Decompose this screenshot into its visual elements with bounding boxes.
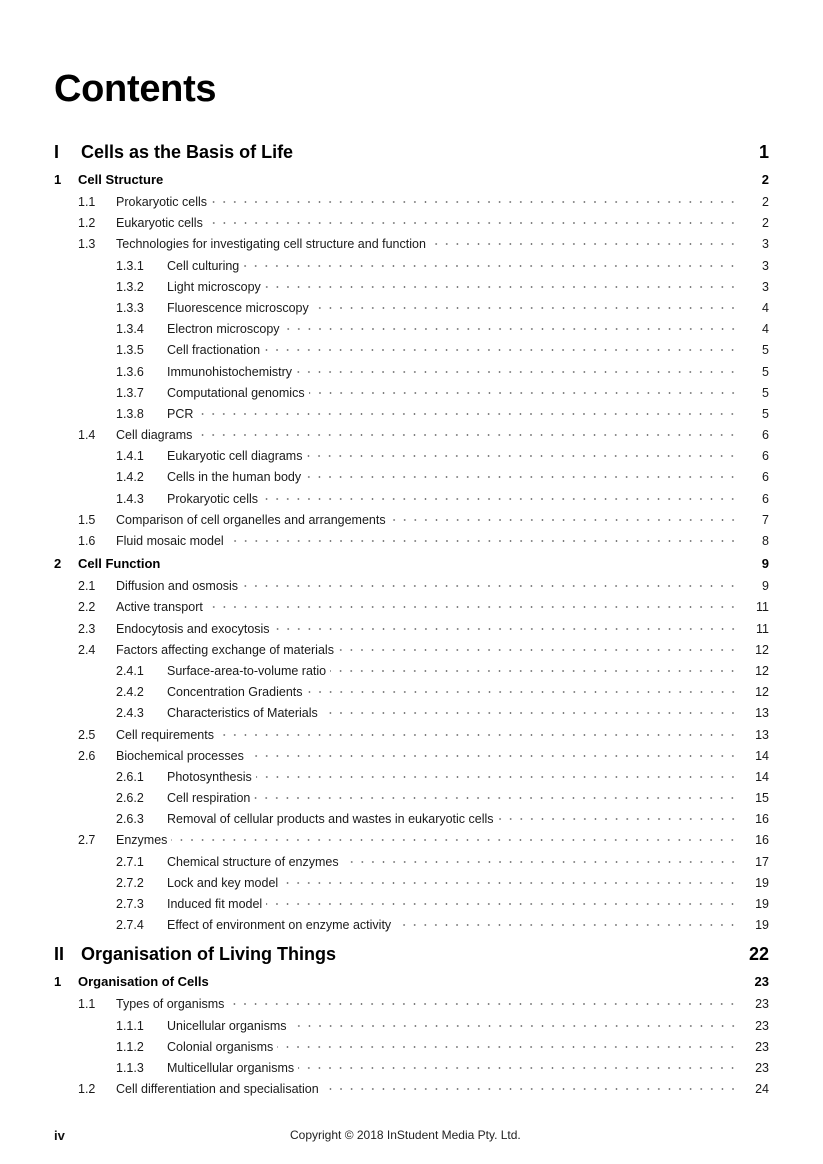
toc-title[interactable]: Eukaryotic cells [116,216,203,231]
toc-page-number: 15 [755,791,769,806]
toc-subsection[interactable] [54,319,769,340]
toc-subsection[interactable] [54,682,769,703]
toc-subsection[interactable] [54,446,769,467]
toc-number: 2.3 [78,621,96,636]
toc-number: 2.6.3 [116,812,144,827]
dot-leader [266,894,741,908]
toc-subsection[interactable] [54,362,769,383]
dot-leader [207,597,741,611]
toc-page-number: 19 [755,918,769,933]
toc-subsection[interactable] [54,809,769,830]
toc-subsection[interactable] [54,767,769,788]
toc-subsection[interactable] [54,703,769,724]
toc-title[interactable]: Effect of environment on enzyme activity [167,918,392,933]
toc-page-number: 17 [755,854,769,869]
toc-number: 1.1.1 [116,1018,144,1033]
toc-title[interactable]: Organisation of Living Things [81,944,336,965]
toc-page-number: 19 [755,897,769,911]
toc-title[interactable]: Fluorescence microscopy [167,300,309,315]
dot-leader [228,531,741,545]
toc-number: 1.3.5 [116,343,144,358]
toc-title[interactable]: Factors affecting exchange of materials [116,642,334,657]
toc-number: I [54,142,60,162]
toc-page-number: 5 [762,385,769,400]
toc-page-number: 12 [755,663,769,678]
toc-title[interactable]: Cell diagrams [116,428,193,443]
dot-leader [309,383,741,397]
toc-page-number: 2 [762,195,769,209]
toc-page-number: 13 [755,706,769,721]
toc-page-number: 4 [762,322,769,337]
dot-leader [390,510,741,524]
toc-title[interactable]: Cells in the human body [167,470,302,485]
dot-leader [256,767,741,781]
toc-subsection[interactable] [54,298,769,319]
toc-title[interactable]: Enzymes [116,833,168,848]
toc-subsection[interactable] [54,661,769,682]
toc-title[interactable]: Technologies for investigating cell structure and function [116,237,426,252]
toc-title[interactable]: Active transport [116,600,203,615]
toc-page-number: 23 [755,1060,769,1075]
toc-page-number: 23 [755,1039,769,1054]
dot-leader [243,256,741,270]
toc-title[interactable]: Organisation of Cells [78,974,209,990]
toc-section[interactable] [54,746,769,767]
toc-number: 1.5 [78,512,96,527]
dot-leader [307,682,742,696]
toc-section[interactable] [54,531,769,552]
dot-leader [262,489,741,503]
toc-title[interactable]: Prokaryotic cells [167,491,258,506]
toc-title[interactable]: Chemical structure of enzymes [167,854,339,869]
toc-title[interactable]: Biochemical processes [116,748,244,763]
toc-page-number: 23 [754,974,769,990]
toc-number: 2.4.2 [116,685,144,700]
dot-leader [306,446,741,460]
toc-page-number: 6 [762,470,769,485]
toc-page-number: 16 [755,833,769,848]
dot-leader [282,873,741,887]
toc-title[interactable]: Types of organisms [116,997,225,1012]
toc-section[interactable] [54,640,769,661]
toc-title[interactable]: Cell Function [78,556,161,572]
toc-section[interactable] [54,994,769,1015]
toc-page-number: 7 [762,512,769,527]
toc-page-number: 23 [755,997,769,1012]
toc-title[interactable]: Computational genomics [167,385,305,400]
toc-chapter[interactable] [54,556,769,576]
toc-section[interactable] [54,192,769,213]
dot-leader [313,298,741,312]
toc-subsection[interactable] [54,1037,769,1058]
toc-number: 2.4.3 [116,706,144,721]
toc-number: 2.6 [78,748,96,763]
toc-number: 1.4.2 [116,470,144,485]
toc-subsection[interactable] [54,256,769,277]
toc-title[interactable]: Removal of cellular products and wastes in eukaryotic cells [167,812,494,827]
toc-number: 1.3.7 [116,385,144,400]
toc-number: 2.7.3 [116,897,144,911]
toc-subsection[interactable] [54,873,769,894]
toc-number: 1.3.4 [116,322,144,337]
toc-number: II [54,944,65,965]
toc-page-number: 9 [761,556,769,572]
toc-title[interactable]: Fluid mosaic model [116,534,224,548]
toc-number: 1.3.8 [116,406,144,421]
toc-title[interactable]: Prokaryotic cells [116,195,207,209]
toc-page-number: 14 [755,748,769,763]
toc-number: 1.1 [78,997,96,1012]
toc-number: 2.4 [78,642,96,657]
toc-page-number: 4 [762,300,769,315]
toc-title[interactable]: Unicellular organisms [167,1018,287,1033]
toc-section[interactable] [54,576,769,597]
dot-leader [430,234,741,248]
toc-section[interactable] [54,510,769,531]
page-title: Contents [54,68,217,110]
dot-leader [277,1037,741,1051]
toc-page-number: 1 [758,142,769,162]
toc-number: 2.4.1 [116,663,144,678]
toc-subsection[interactable] [54,915,769,936]
toc-number: 1.1.2 [116,1039,144,1054]
toc-subsection[interactable] [54,383,769,404]
table-of-contents [54,140,769,1100]
dot-leader [284,319,741,333]
toc-number: 2.7 [78,833,96,848]
toc-title[interactable]: Cell Structure [78,172,164,187]
toc-title[interactable]: Comparison of cell organelles and arrangements [116,512,386,527]
toc-number: 1.3.3 [116,300,144,315]
toc-section[interactable] [54,830,769,851]
toc-page-number: 3 [762,279,769,294]
dot-leader [171,830,741,844]
toc-title[interactable]: Multicellular organisms [167,1060,295,1075]
dot-leader [264,340,741,354]
toc-page-number: 23 [755,1018,769,1033]
dot-leader [207,213,741,227]
toc-number: 2.7.1 [116,854,144,869]
toc-title[interactable]: Diffusion and osmosis [116,579,239,594]
toc-page-number: 2 [762,216,769,231]
toc-page-number: 9 [762,579,769,594]
dot-leader [296,362,741,376]
dot-leader [228,994,741,1008]
toc-subsection[interactable] [54,788,769,809]
toc-title[interactable]: Cell respiration [167,791,251,806]
toc-title[interactable]: Lock and key model [167,875,279,890]
toc-part[interactable] [54,142,769,170]
dot-leader [265,277,741,291]
toc-page-number: 16 [755,812,769,827]
toc-page-number: 6 [762,428,769,443]
toc-page-number: 13 [755,727,769,742]
toc-page-number: 6 [762,449,769,464]
toc-chapter[interactable] [54,172,769,192]
toc-page-number: 12 [755,685,769,700]
toc-subsection[interactable] [54,340,769,361]
toc-title[interactable]: Cell fractionation [167,343,261,358]
toc-section[interactable] [54,234,769,255]
toc-title[interactable]: Eukaryotic cell diagrams [167,449,303,464]
toc-title[interactable]: PCR [167,406,194,421]
dot-leader [242,576,741,590]
toc-page-number: 22 [748,944,769,965]
toc-title[interactable]: Photosynthesis [167,769,252,784]
dot-leader [338,640,741,654]
toc-page-number: 11 [756,621,769,636]
toc-subsection[interactable] [54,852,769,873]
page-footer [54,1128,769,1148]
toc-title[interactable]: Electron microscopy [167,322,280,337]
toc-title[interactable]: Cell culturing [167,258,240,273]
toc-page-number: 6 [762,491,769,506]
dot-leader [395,915,741,929]
toc-page-number: 24 [755,1082,769,1097]
toc-number: 1.3.6 [116,364,144,379]
toc-number: 1.6 [78,534,96,548]
toc-number: 1.4.3 [116,491,144,506]
dot-leader [274,619,741,633]
toc-subsection[interactable] [54,404,769,425]
toc-number: 1 [54,974,62,990]
toc-page-number: 12 [755,642,769,657]
toc-section[interactable] [54,1079,769,1100]
toc-number: 2.7.4 [116,918,144,933]
toc-number: 1.3.2 [116,279,144,294]
toc-number: 2 [54,556,62,572]
toc-number: 1.4.1 [116,449,144,464]
toc-number: 2.2 [78,600,96,615]
toc-subsection[interactable] [54,467,769,488]
dot-leader [323,1079,741,1093]
toc-number: 1.3 [78,237,96,252]
toc-title[interactable]: Cells as the Basis of Life [81,142,294,162]
toc-title[interactable]: Cell differentiation and specialisation [116,1082,319,1097]
toc-number: 1.2 [78,216,96,231]
toc-title[interactable]: Immunohistochemistry [167,364,293,379]
toc-chapter[interactable] [54,974,769,994]
toc-number: 1.1 [78,195,96,209]
toc-subsection[interactable] [54,1058,769,1079]
toc-number: 2.5 [78,727,96,742]
toc-number: 1.1.3 [116,1060,144,1075]
dot-leader [218,725,741,739]
toc-page-number: 14 [755,769,769,784]
toc-page-number: 5 [762,364,769,379]
toc-number: 1.3.1 [116,258,144,273]
toc-page-number: 3 [762,258,769,273]
dot-leader [305,467,741,481]
toc-subsection[interactable] [54,894,769,915]
toc-number: 2.6.2 [116,791,144,806]
toc-page-number: 5 [762,406,769,421]
dot-leader [343,852,741,866]
toc-title[interactable]: Colonial organisms [167,1039,274,1054]
toc-subsection[interactable] [54,1016,769,1037]
toc-section[interactable] [54,619,769,640]
toc-number: 1.2 [78,1082,96,1097]
toc-title[interactable]: Concentration Gradients [167,685,303,700]
toc-subsection[interactable] [54,277,769,298]
toc-title[interactable]: Cell requirements [116,727,214,742]
toc-section[interactable] [54,213,769,234]
toc-title[interactable]: Light microscopy [167,279,261,294]
toc-section[interactable] [54,597,769,618]
page-number: iv [54,1128,65,1143]
toc-section[interactable] [54,725,769,746]
dot-leader [322,703,741,717]
toc-number: 2.7.2 [116,875,144,890]
dot-leader [330,661,741,675]
toc-page-number: 5 [762,343,769,358]
toc-page-number: 19 [755,875,769,890]
dot-leader [498,809,741,823]
toc-number: 1 [54,172,62,187]
toc-page-number: 8 [762,534,769,548]
toc-page-number: 2 [761,172,769,187]
toc-part[interactable] [54,944,769,972]
dot-leader [248,746,741,760]
dot-leader [211,192,741,206]
toc-subsection[interactable] [54,489,769,510]
dot-leader [254,788,741,802]
toc-section[interactable] [54,425,769,446]
toc-title[interactable]: Induced fit model [167,897,263,911]
dot-leader [298,1058,741,1072]
toc-page-number: 11 [756,600,769,615]
dot-leader [196,425,741,439]
toc-title[interactable]: Endocytosis and exocytosis [116,621,270,636]
copyright-notice: Copyright © 2018 InStudent Media Pty. Ltd. [290,1128,521,1142]
dot-leader [291,1016,742,1030]
toc-number: 1.4 [78,428,96,443]
dot-leader [197,404,741,418]
toc-title[interactable]: Surface-area-to-volume ratio [167,663,327,678]
toc-title[interactable]: Characteristics of Materials [167,706,318,721]
toc-page-number: 3 [762,237,769,252]
toc-number: 2.6.1 [116,769,144,784]
toc-number: 2.1 [78,579,96,594]
